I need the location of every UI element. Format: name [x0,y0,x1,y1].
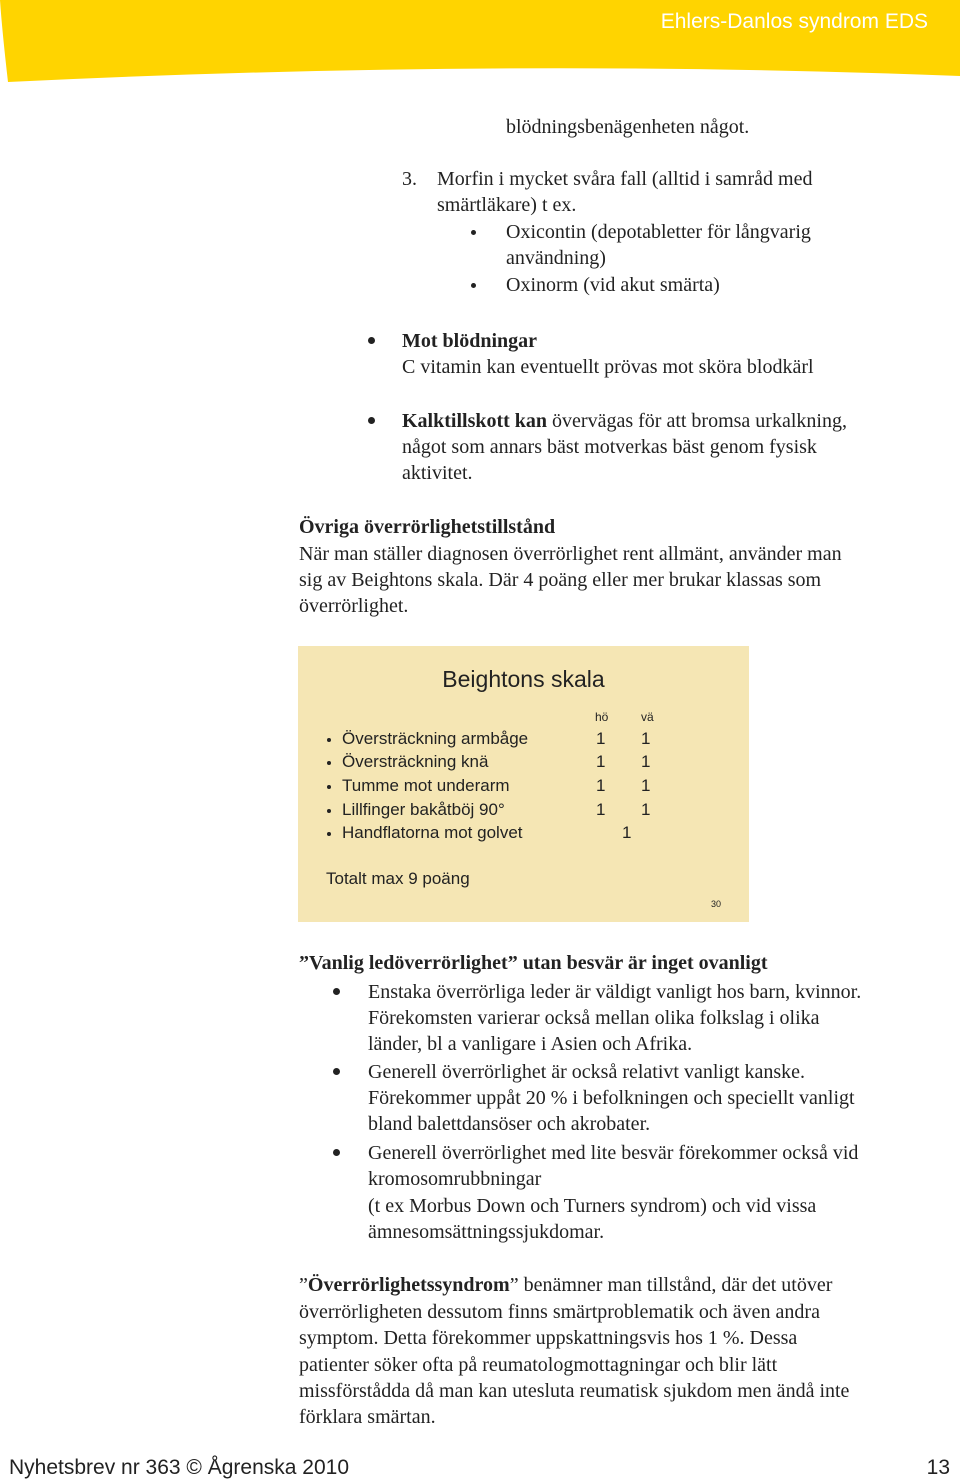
bullet-icon [471,283,476,288]
paragraph-text: patienter söker ofta på reumatologmottagningar och blir lätt [299,1354,778,1376]
table-row [298,799,749,823]
section-heading: Övriga överrörlighetstillstånd [299,516,556,538]
quote-mark: ” [509,1274,519,1296]
bold-text: Kalktillskott kan [402,410,548,432]
list-item-text: Enstaka överrörliga leder är väldigt vanligt hos barn, kvinnor. [368,981,862,1003]
table-row [298,728,749,752]
row-value-left: 1 [641,752,651,771]
table-row [298,751,749,775]
text-span: benämner man tillstånd, där det utöver [518,1274,833,1296]
page-number: 13 [926,1456,950,1479]
list-item-text: Generell överrörlighet är också relativt vanligt kanske. [368,1061,806,1083]
column-header-right: hö [595,710,609,724]
row-label: Lillfinger bakåtböj 90° [342,800,505,819]
list-item-text: Förekommer uppåt 20 % i befolkningen och speciellt vanligt [368,1087,855,1109]
paragraph-text: När man ställer diagnosen överrörlighet rent allmänt, använder man [299,543,842,565]
text-span: övervägas för att bromsa urkalkning, [547,410,847,432]
sub-bullet-text: Oxinorm (vid akut smärta) [506,274,720,296]
list-item-text: bland balettdansöser och akrobater. [368,1113,651,1135]
sub-bullet-text: Oxicontin (depotabletter för långvarig [506,221,811,243]
paragraph-text [402,408,847,434]
row-label: Tumme mot underarm [342,776,510,795]
row-value-left: 1 [641,729,651,748]
bullet-icon [333,1149,340,1156]
bullet-icon [333,1068,340,1075]
bullet-icon [327,785,331,789]
column-header-left: vä [641,710,654,724]
list-item-text: (t ex Morbus Down och Turners syndrom) och vid vissa [368,1195,817,1217]
beighton-scale-box [298,646,749,922]
sub-bullet-text: användning) [506,247,606,269]
paragraph-text: överrörlighet. [299,595,409,617]
paragraph-text: C vitamin kan eventuellt prövas mot sköra blodkärl [402,356,814,378]
row-value: 1 [622,823,632,842]
bullet-icon [327,761,331,765]
row-value-right: 1 [596,800,606,819]
list-item-text: Förekomsten varierar också mellan olika folkslag i olika [368,1007,820,1029]
row-label: Översträckning armbåge [342,729,529,748]
row-label: Översträckning knä [342,752,489,771]
bold-text: Överrörlighetssyndrom [307,1274,510,1296]
row-value-right: 1 [596,729,606,748]
paragraph-text: något som annars bäst motverkas bäst genom fysisk [402,436,817,458]
paragraph-text: aktivitet. [402,462,473,484]
bullet-icon [327,832,331,836]
list-item-text: Morfin i mycket svåra fall (alltid i samråd med [437,168,813,190]
bold-text: utan besvär är inget ovanligt [522,952,768,974]
row-value-right: 1 [596,776,606,795]
list-item-text: länder, bl a vanligare i Asien och Afrika. [368,1033,693,1055]
list-item-text: Generell överrörlighet med lite besvär förekommer också vid [368,1142,859,1164]
box-title: Beightons skala [442,666,605,692]
row-label: Handflatorna mot golvet [342,823,523,842]
table-row [298,822,749,846]
section-heading: Mot blödningar [402,330,538,352]
paragraph-text [299,1272,832,1298]
header-title: Ehlers-Danlos syndrom EDS [660,10,928,33]
bullet-icon [327,809,331,813]
header-band [0,0,960,82]
paragraph-text: förklara smärtan. [299,1406,436,1428]
paragraph-text: sig av Beightons skala. Där 4 poäng eller mer brukar klassas som [299,569,822,591]
total-text: Totalt max 9 poäng [326,869,470,888]
paragraph-text: symptom. Detta förekommer uppskattningsvis hos 1 %. Dessa [299,1327,798,1349]
row-value-left: 1 [641,800,651,819]
bullet-icon [471,230,476,235]
paragraph-text: missförstådda då man kan utesluta reumatisk sjukdom men ändå inte [299,1380,850,1402]
continuation-line: blödningsbenägenheten något. [506,116,750,138]
quote-mark: ” [299,952,309,974]
quote-mark: ” [507,952,523,974]
paragraph-text: överrörligheten dessutom finns smärtproblematik och även andra [299,1301,820,1323]
footer-text: Nyhetsbrev nr 363 © Ågrenska 2010 [9,1456,349,1479]
quote-mark: ” [299,1274,308,1296]
bold-text: Vanlig ledöverrörlighet [309,952,508,974]
list-item-number: 3. [402,168,417,190]
slide-number: 30 [711,899,722,909]
row-value-left: 1 [641,776,651,795]
bullet-icon [368,337,375,344]
list-item-text: smärtläkare) t ex. [437,194,577,216]
bullet-icon [327,738,331,742]
list-item-text: kromosomrubbningar [368,1168,542,1190]
list-item-text: ämnesomsättningssjukdomar. [368,1221,605,1243]
bullet-icon [368,417,375,424]
row-value-right: 1 [596,752,606,771]
bullet-icon [333,988,340,995]
section-heading [299,950,768,976]
table-row [298,775,749,799]
